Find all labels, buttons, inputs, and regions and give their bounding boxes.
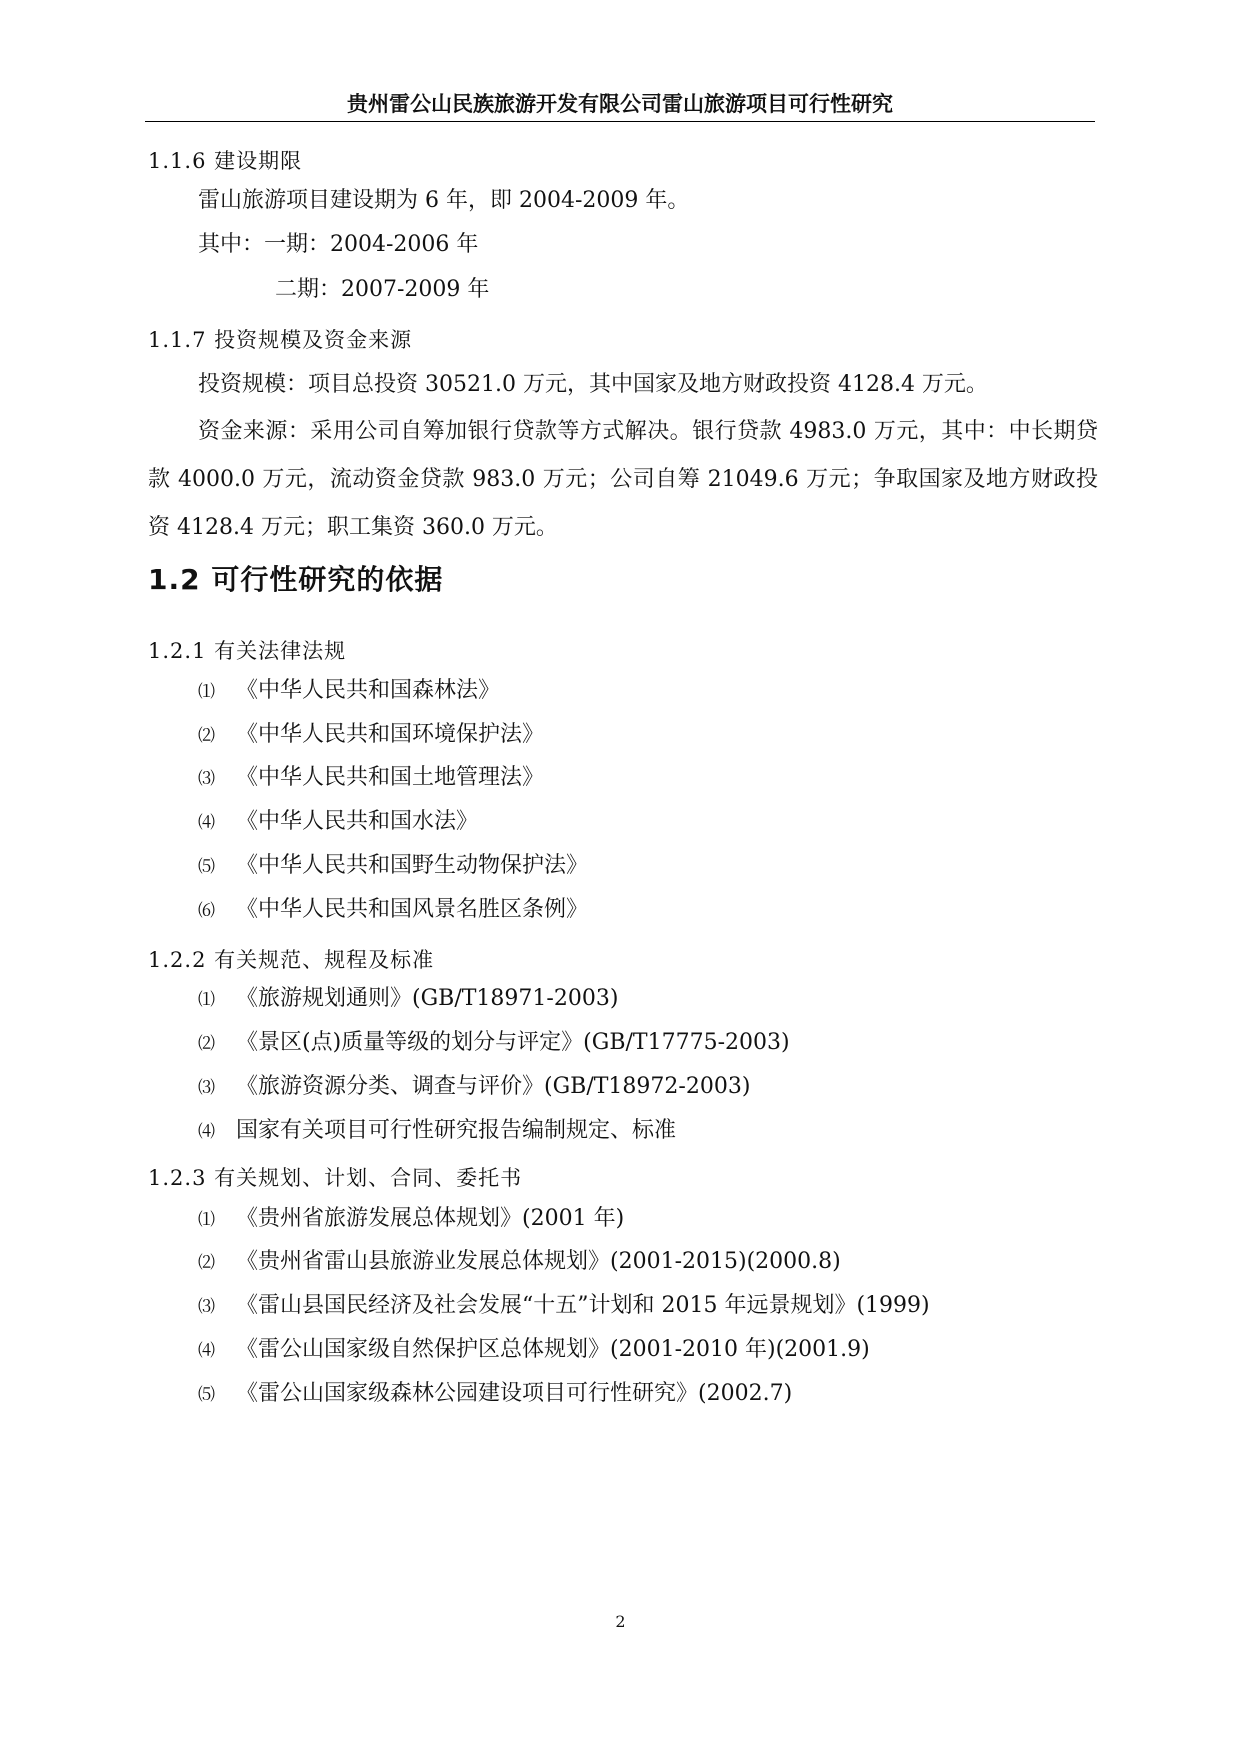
section-heading-1-2-2: 1.2.2 有关规范、规程及标准 bbox=[148, 948, 435, 972]
list-item-number: ⑴ bbox=[198, 1210, 215, 1230]
list-item-number: ⑵ bbox=[198, 726, 215, 746]
list-item bbox=[198, 851, 588, 882]
list-item-text: 《中华人民共和国土地管理法》 bbox=[236, 765, 545, 790]
list-item bbox=[198, 895, 588, 926]
page-header-title: 贵州雷公山民族旅游开发有限公司雷山旅游项目可行性研究 bbox=[347, 92, 893, 116]
list-item-number: ⑶ bbox=[198, 769, 215, 789]
list-item-number: ⑶ bbox=[198, 1297, 215, 1317]
list-item bbox=[198, 1291, 930, 1322]
list-item-number: ⑹ bbox=[198, 901, 215, 921]
list-item-text: 《旅游规划通则》(GB/T18971-2003) bbox=[236, 986, 619, 1011]
investment-scale-text: 投资规模：项目总投资 30521.0 万元，其中国家及地方财政投资 4128.4 万元。 bbox=[198, 372, 988, 397]
list-item-text: 《中华人民共和国水法》 bbox=[236, 809, 479, 834]
list-item-text: 国家有关项目可行性研究报告编制规定、标准 bbox=[236, 1118, 677, 1143]
list-item-number: ⑴ bbox=[198, 682, 215, 702]
list-item-text: 《中华人民共和国风景名胜区条例》 bbox=[236, 897, 589, 922]
list-item bbox=[198, 676, 500, 707]
list-item-text: 《景区(点)质量等级的划分与评定》(GB/T17775-2003) bbox=[236, 1030, 790, 1055]
list-item bbox=[198, 1116, 676, 1147]
section-heading-1-1-6: 1.1.6 建设期限 bbox=[148, 149, 303, 173]
list-item-number: ⑶ bbox=[198, 1078, 215, 1098]
section-heading-1-2-3: 1.2.3 有关规划、计划、合同、委托书 bbox=[148, 1166, 523, 1190]
list-item-text: 《贵州省雷山县旅游业发展总体规划》(2001-2015)(2000.8) bbox=[236, 1249, 841, 1274]
list-item bbox=[198, 1379, 792, 1410]
list-item-text: 《中华人民共和国环境保护法》 bbox=[236, 722, 545, 747]
list-item bbox=[198, 1028, 790, 1059]
list-item bbox=[198, 1204, 624, 1235]
phase-one-text: 其中：一期：2004-2006 年 bbox=[198, 232, 479, 257]
header-rule bbox=[145, 121, 1095, 122]
list-item bbox=[198, 1247, 841, 1278]
list-item-number: ⑷ bbox=[198, 813, 215, 833]
list-item-number: ⑷ bbox=[198, 1341, 215, 1361]
page-number: 2 bbox=[615, 1612, 626, 1631]
list-item-number: ⑷ bbox=[198, 1122, 215, 1142]
list-item-text: 《雷公山国家级自然保护区总体规划》(2001-2010 年)(2001.9) bbox=[236, 1337, 870, 1362]
list-item-text: 《中华人民共和国森林法》 bbox=[236, 678, 501, 703]
construction-period-text: 雷山旅游项目建设期为 6 年，即 2004-2009 年。 bbox=[198, 188, 690, 213]
list-item bbox=[198, 1072, 750, 1103]
list-item-text: 《旅游资源分类、调查与评价》(GB/T18972-2003) bbox=[236, 1074, 751, 1099]
section-heading-1-1-7: 1.1.7 投资规模及资金来源 bbox=[148, 328, 413, 352]
section-heading-1-2: 1.2 可行性研究的依据 bbox=[148, 563, 444, 596]
list-item-number: ⑵ bbox=[198, 1253, 215, 1273]
list-item bbox=[198, 807, 478, 838]
list-item bbox=[198, 720, 544, 751]
list-item-text: 《雷山县国民经济及社会发展“十五”计划和 2015 年远景规划》(1999) bbox=[236, 1293, 930, 1318]
list-item-text: 《雷公山国家级森林公园建设项目可行性研究》(2002.7) bbox=[236, 1381, 793, 1406]
funding-source-paragraph: 资金来源：采用公司自筹加银行贷款等方式解决。银行贷款 4983.0 万元，其中：中长期贷款 4000.0 万元，流动资金贷款 983.0 万元；公司自筹 21049.6 万元；争取国家及地方财政投资 4128.4 万元；职工集资 360.0 万元。 bbox=[148, 419, 1098, 540]
list-item bbox=[198, 1335, 870, 1366]
list-item-number: ⑴ bbox=[198, 990, 215, 1010]
list-item-number: ⑸ bbox=[198, 1385, 215, 1405]
list-item bbox=[198, 763, 544, 794]
list-item bbox=[198, 984, 618, 1015]
list-item-number: ⑵ bbox=[198, 1034, 215, 1054]
list-item-text: 《贵州省旅游发展总体规划》(2001 年) bbox=[236, 1206, 625, 1231]
section-heading-1-2-1: 1.2.1 有关法律法规 bbox=[148, 639, 347, 663]
phase-two-text: 二期：2007-2009 年 bbox=[275, 277, 490, 302]
list-item-number: ⑸ bbox=[198, 857, 215, 877]
list-item-text: 《中华人民共和国野生动物保护法》 bbox=[236, 853, 589, 878]
